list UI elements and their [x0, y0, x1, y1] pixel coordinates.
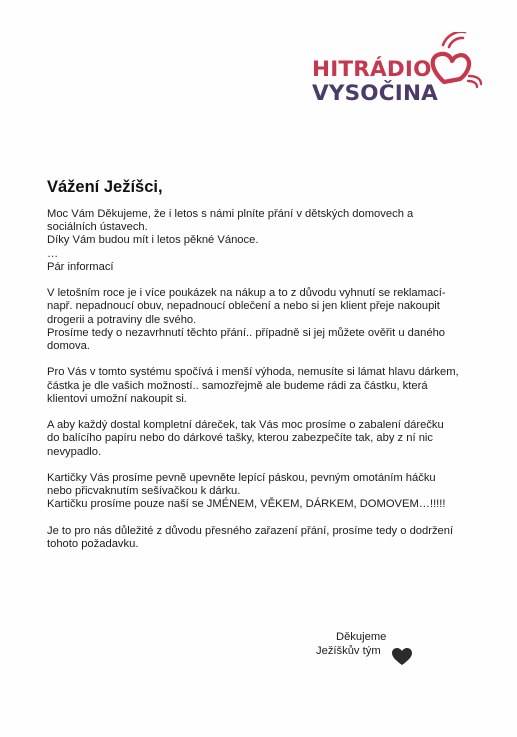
- text-line: Pro Vás v tomto systému spočívá i menší výhoda, nemusíte si lámat hlavu dárkem,: [47, 366, 459, 379]
- text-line: domova.: [47, 340, 90, 353]
- text-line: např. nepadnoucí obuv, nepadnoucí oblečení a nebo si jen klient přeje nakoupit: [47, 300, 440, 313]
- text-line: nevypadlo.: [47, 445, 102, 458]
- text-line: částka je dle vašich možností.. samozřejmě ale budeme rádi za částku, která: [47, 379, 428, 392]
- signature-team: Ježíškův tým: [316, 645, 381, 657]
- text-line: sociálních ústavech.: [47, 221, 148, 234]
- text-line: do balícího papíru nebo do dárkové tašky, kterou zabezpečíte tak, aby z ní nic: [47, 432, 433, 445]
- text-line: tohoto požadavku.: [47, 538, 139, 550]
- paragraph-intro: [47, 208, 467, 274]
- text-line: V letošním roce je i více poukázek na nákup a to z důvodu vyhnutí se reklamací-: [47, 287, 446, 300]
- logo-line-hitradio: HITRÁDIO: [312, 57, 432, 82]
- text-line: Prosíme tedy o nezavrhnutí těchto přání.. případně si jej můžete ověřit u daného: [47, 326, 446, 339]
- paragraph-vouchers: [47, 287, 467, 353]
- logo-line-vysocina: VYSOČINA: [312, 81, 438, 106]
- text-line: Díky Vám budou mít i letos pěkné Vánoce.: [47, 234, 259, 247]
- text-line: Kartičky Vás prosíme pevně upevněte lepící páskou, pevným omotáním háčku: [47, 472, 436, 484]
- text-line: Je to pro nás důležité z důvodu přesného zařazení přání, prosíme tedy o dodržení: [47, 524, 454, 537]
- paragraph-closing: [47, 525, 467, 551]
- text-line: klientovi umožní nakoupit si.: [47, 392, 187, 405]
- text-line: drogerii a potraviny dle svého.: [47, 313, 197, 326]
- text-line: Moc Vám Děkujeme, že i letos s námi plníte přání v dětských domovech a: [47, 208, 414, 220]
- paragraph-advantage: [47, 366, 467, 406]
- letter-title: Vážení Ježíšci,: [47, 178, 163, 196]
- letter-body: [47, 208, 467, 551]
- text-line: Pár informací: [47, 260, 114, 273]
- hitradio-vysocina-logo: [312, 32, 487, 112]
- text-line: Kartičku prosíme pouze naší se JMÉNEM, VĚKEM, DÁRKEM, DOMOVEM…!!!!!: [47, 498, 446, 511]
- text-line: nebo přicvaknutím sešívačkou k dárku.: [47, 485, 241, 498]
- heart-icon: [392, 648, 412, 666]
- text-line: …: [47, 247, 59, 260]
- paragraph-wrapping: [47, 419, 467, 459]
- signature-thanks: Děkujeme: [336, 631, 387, 643]
- paragraph-cards: [47, 472, 467, 512]
- text-line: A aby každý dostal kompletní dáreček, tak Vás moc prosíme o zabalení dárečku: [47, 419, 444, 432]
